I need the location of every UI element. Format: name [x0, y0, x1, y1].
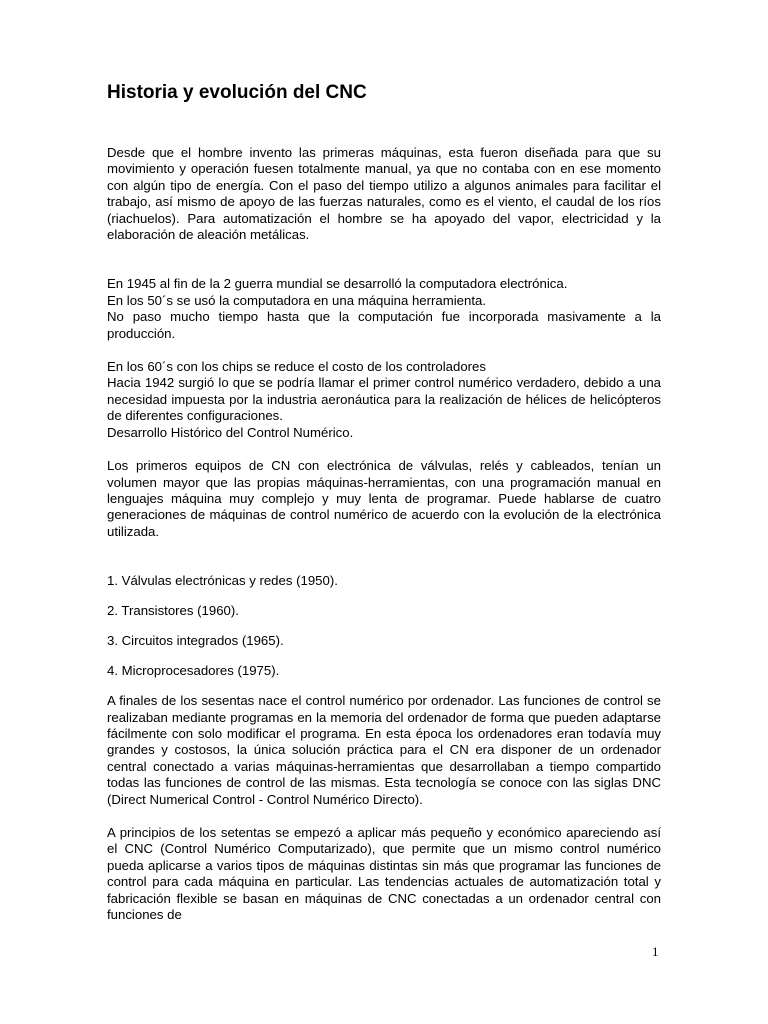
line-heading-historico: Desarrollo Histórico del Control Numérico.	[107, 424, 354, 440]
page-number: 1	[652, 944, 659, 959]
line-1942: Hacia 1942 surgió lo que se podría llamar el primer control numérico verdadero, debido a una necesidad impuesta por la industria aeronáutica para la realización de hélices de helicópteros de diferentes configuraciones.	[107, 375, 661, 424]
generations-list	[107, 573, 661, 679]
line-50s: En los 50´s se usó la computadora en una máquina herramienta.	[107, 292, 486, 308]
document-body	[107, 145, 661, 923]
list-item: 3. Circuitos integrados (1965).	[107, 633, 284, 649]
paragraph-cnc: A principios de los setentas se empezó a aplicar más pequeño y económico apareciendo así el CNC (Control Numérico Computarizado), que permite que un mismo control numérico pueda aplicarse a varios tipos de máquinas distintas sin más que programar las funciones de control para cada máquina en particular. Las tendencias actuales de automatización total y fabricación flexible se basan en máquinas de CNC conectadas a un ordenador central con funciones de	[107, 824, 661, 922]
list-item: 4. Microprocesadores (1975).	[107, 663, 280, 679]
paragraph-history-60s	[107, 359, 661, 441]
paragraph-first-equipment: Los primeros equipos de CN con electrónica de válvulas, relés y cableados, tenían un volumen mayor que las propias máquinas-herramientas, con una programación manual en lenguajes máquina muy complejo y muy lenta de programar. Puede hablarse de cuatro generaciones de máquinas de control numérico de acuerdo con la evolución de la electrónica utilizada.	[107, 458, 661, 539]
line-computation: No paso mucho tiempo hasta que la computación fue incorporada masivamente a la producción.	[107, 309, 661, 341]
list-item: 2. Transistores (1960).	[107, 603, 239, 619]
paragraph-intro: Desde que el hombre invento las primeras máquinas, esta fueron diseñada para que su movimiento y operación fuesen totalmente manual, ya que no contaba con en ese momento con algún tipo de energía. Con el paso del tiempo utilizo a algunos animales para facilitar el trabajo, así mismo de apoyo de las fuerzas naturales, como es el viento, el caudal de los ríos (riachuelos). Para automatización el hombre se ha apoyado del vapor, electricidad y la elaboración de aleación metálicas.	[107, 145, 661, 243]
line-60s: En los 60´s con los chips se reduce el costo de los controladores	[107, 359, 486, 375]
list-item: 1. Válvulas electrónicas y redes (1950).	[107, 573, 338, 589]
paragraph-history-1945	[107, 276, 661, 342]
document-title: Historia y evolución del CNC	[107, 82, 367, 103]
paragraph-dnc: A finales de los sesentas nace el control numérico por ordenador. Las funciones de control se realizaban mediante programas en la memoria del ordenador de forma que pueden adaptarse fácilmente con solo modificar el programa. En esta época los ordenadores eran todavía muy grandes y costosos, la única solución práctica para el CN era disponer de un ordenador central conectado a varias máquinas-herramientas que desarrollaban a tiempo compartido todas las funciones de control de las mismas. Esta tecnología se conoce con las siglas DNC (Direct Numerical Control - Control Numérico Directo).	[107, 693, 661, 807]
line-1945: En 1945 al fin de la 2 guerra mundial se desarrolló la computadora electrónica.	[107, 276, 568, 292]
